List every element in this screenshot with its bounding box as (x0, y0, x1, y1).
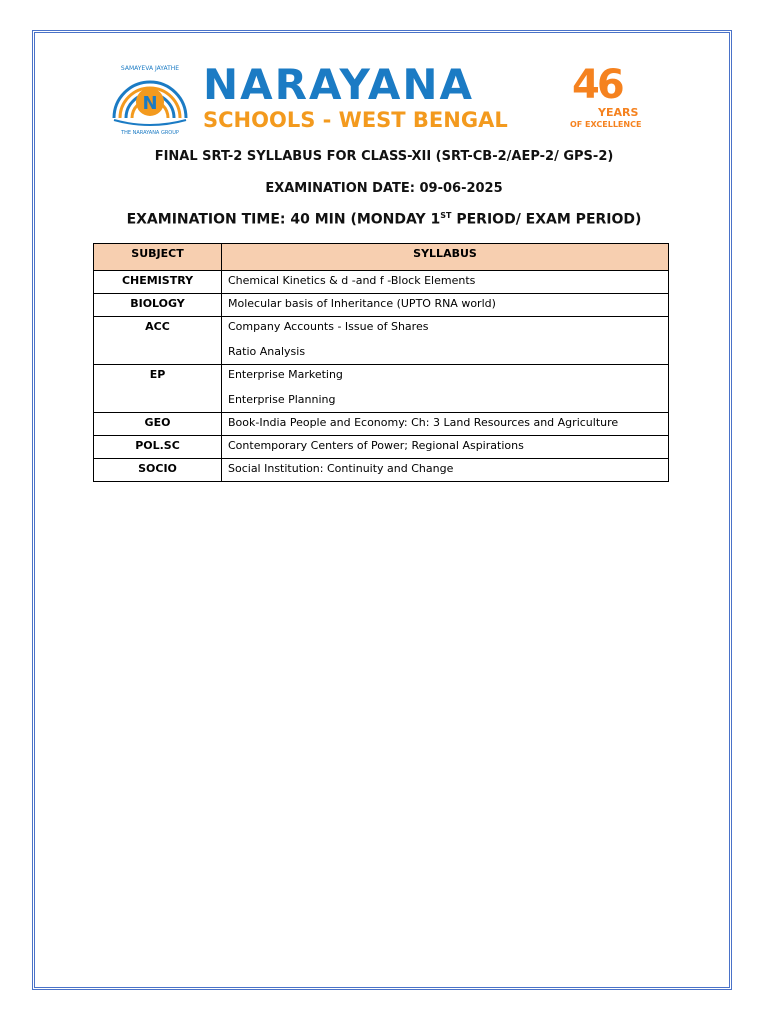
syllabus-cell (222, 365, 669, 413)
syllabus-cell (222, 317, 669, 365)
syllabus-cell (222, 413, 669, 436)
subject-cell: ACC (94, 317, 222, 365)
page-border (32, 30, 732, 990)
syllabus-cell (222, 271, 669, 294)
topic-line: Enterprise Marketing (228, 368, 343, 381)
svg-text:N: N (142, 93, 158, 114)
exam-time-superscript: ST (440, 211, 452, 220)
table-row (94, 317, 669, 365)
topic-line: Ratio Analysis (228, 345, 306, 358)
table-row (94, 459, 669, 482)
anniversary-excellence: OF EXCELLENCE (570, 120, 642, 129)
school-header (104, 58, 664, 136)
subject-cell: EP (94, 365, 222, 413)
topic-line: Enterprise Planning (228, 393, 336, 406)
table-header-row (94, 244, 669, 271)
subject-cell: CHEMISTRY (94, 271, 222, 294)
column-header-syllabus: SYLLABUS (222, 244, 669, 271)
anniversary-badge (570, 62, 660, 130)
topic-line: Book-India People and Economy: Ch: 3 Land Resources and Agriculture (228, 416, 619, 429)
table-row (94, 413, 669, 436)
exam-time-suffix: PERIOD/ EXAM PERIOD) (451, 211, 642, 228)
anniversary-number: 46 (572, 62, 622, 108)
syllabus-cell (222, 459, 669, 482)
table-row (94, 271, 669, 294)
topic-line: Social Institution: Continuity and Change (228, 462, 454, 475)
exam-date: EXAMINATION DATE: 09-06-2025 (265, 181, 503, 196)
syllabus-title: FINAL SRT-2 SYLLABUS FOR CLASS-XII (SRT-CB-2/AEP-2/ GPS-2) (154, 149, 614, 164)
syllabus-cell (222, 294, 669, 317)
topic-line: Contemporary Centers of Power; Regional Aspirations (228, 439, 524, 452)
table-row (94, 436, 669, 459)
syllabus-cell (222, 436, 669, 459)
topic-line: Company Accounts - Issue of Shares (228, 320, 429, 333)
syllabus-table (93, 243, 669, 482)
narayana-emblem-logo (104, 58, 196, 136)
brand-name: NARAYANA (203, 60, 475, 109)
subject-cell: SOCIO (94, 459, 222, 482)
table-row (94, 365, 669, 413)
table-row (94, 294, 669, 317)
emblem-top-text: SAMAYEVA JAYATHE (120, 65, 180, 72)
exam-time-prefix: EXAMINATION TIME: 40 MIN (MONDAY 1 (126, 211, 441, 228)
anniversary-years: YEARS (598, 106, 639, 119)
subject-cell: GEO (94, 413, 222, 436)
brand-subtitle: SCHOOLS - WEST BENGAL (203, 108, 508, 132)
brand-block (203, 60, 508, 132)
topic-line: Molecular basis of Inheritance (UPTO RNA world) (228, 297, 496, 310)
subject-cell: BIOLOGY (94, 294, 222, 317)
exam-time (0, 211, 768, 228)
column-header-subject: SUBJECT (94, 244, 222, 271)
topic-line: Chemical Kinetics & d -and f -Block Elements (228, 274, 476, 287)
emblem-bottom-text: THE NARAYANA GROUP (121, 130, 179, 136)
subject-cell: POL.SC (94, 436, 222, 459)
